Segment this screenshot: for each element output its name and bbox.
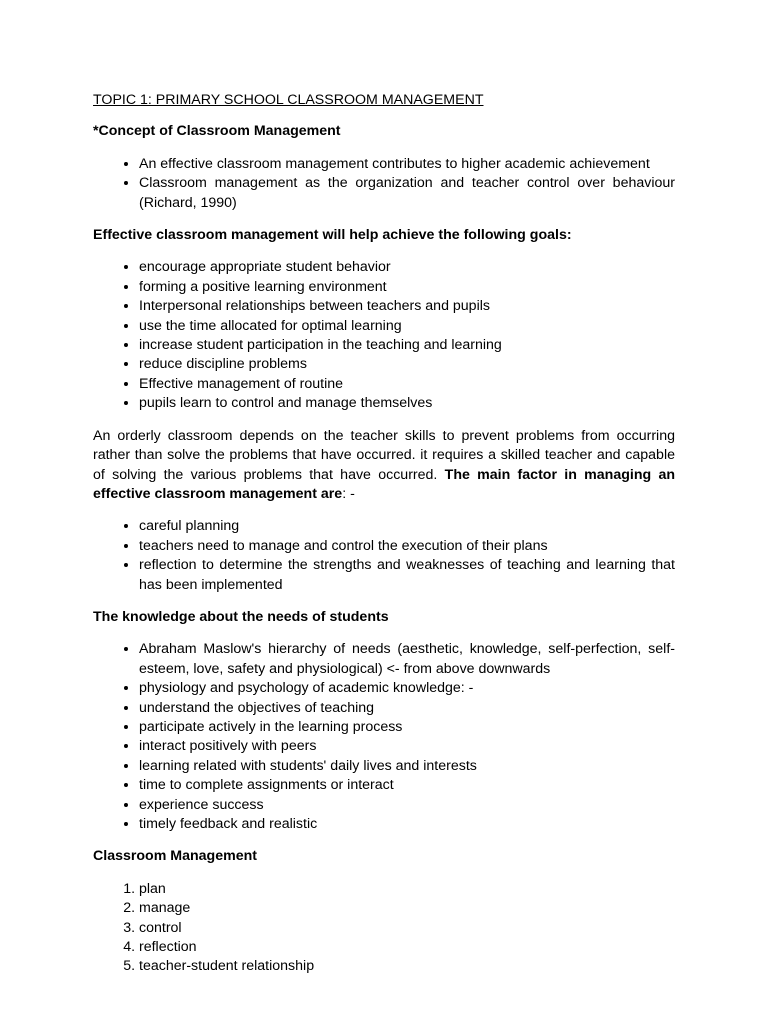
orderly-paragraph	[93, 427, 675, 505]
management-list	[93, 880, 675, 977]
list-item: • encourage appropriate student behavior	[139, 258, 675, 277]
goals-list	[93, 258, 675, 413]
list-item: • timely feedback and realistic	[139, 815, 675, 834]
list-item: • understand the objectives of teaching	[139, 699, 675, 718]
concept-heading: *Concept of Classroom Management	[93, 123, 341, 140]
list-item: • pupils learn to control and manage themselves	[139, 394, 675, 413]
document-page	[93, 91, 675, 977]
list-item: • Interpersonal relationships between teachers and pupils	[139, 297, 675, 316]
concept-list	[93, 155, 675, 213]
needs-list	[93, 640, 675, 834]
orderly-bold-text: The main factor in managing an effective classroom management are	[93, 466, 675, 502]
list-item: 1. plan	[139, 880, 675, 899]
goals-heading: Effective classroom management will help achieve the following goals:	[93, 227, 572, 244]
factors-list	[93, 517, 675, 595]
list-item: 5. teacher-student relationship	[139, 957, 675, 976]
orderly-text: An orderly classroom depends on the teacher skills to prevent problems from occurring rather than solve the problems that have occurred. it requires a skilled teacher and capable of solving the various problems that have occurred.	[93, 427, 675, 483]
list-item: • Effective management of routine	[139, 375, 675, 394]
list-item: • reduce discipline problems	[139, 355, 675, 374]
list-item: 3. control	[139, 919, 675, 938]
list-item: • learning related with students' daily lives and interests	[139, 757, 675, 776]
list-item: • careful planning	[139, 517, 675, 536]
list-item: • increase student participation in the teaching and learning	[139, 336, 675, 355]
list-item: • An effective classroom management contributes to higher academic achievement	[139, 155, 675, 174]
needs-heading: The knowledge about the needs of students	[93, 608, 389, 625]
list-item: • forming a positive learning environment	[139, 278, 675, 297]
list-item: • time to complete assignments or interact	[139, 776, 675, 795]
list-item: • experience success	[139, 796, 675, 815]
list-item: • participate actively in the learning process	[139, 718, 675, 737]
document-title: TOPIC 1: PRIMARY SCHOOL CLASSROOM MANAGEMENT	[93, 92, 484, 108]
list-item: • Classroom management as the organization and teacher control over behaviour (Richard, 1990)	[139, 174, 675, 213]
list-item: • reflection to determine the strengths and weaknesses of teaching and learning that has been implemented	[139, 556, 675, 595]
list-item: • interact positively with peers	[139, 737, 675, 756]
list-item: • Abraham Maslow's hierarchy of needs (aesthetic, knowledge, self-perfection, self-esteem, love, safety and physiological) <- from above downwards	[139, 640, 675, 679]
list-item: • teachers need to manage and control the execution of their plans	[139, 537, 675, 556]
list-item: • use the time allocated for optimal learning	[139, 317, 675, 336]
list-item: 4. reflection	[139, 938, 675, 957]
orderly-text-end: : -	[342, 485, 355, 502]
management-heading: Classroom Management	[93, 848, 257, 865]
list-item: 2. manage	[139, 899, 675, 918]
list-item: • physiology and psychology of academic knowledge: -	[139, 679, 675, 698]
